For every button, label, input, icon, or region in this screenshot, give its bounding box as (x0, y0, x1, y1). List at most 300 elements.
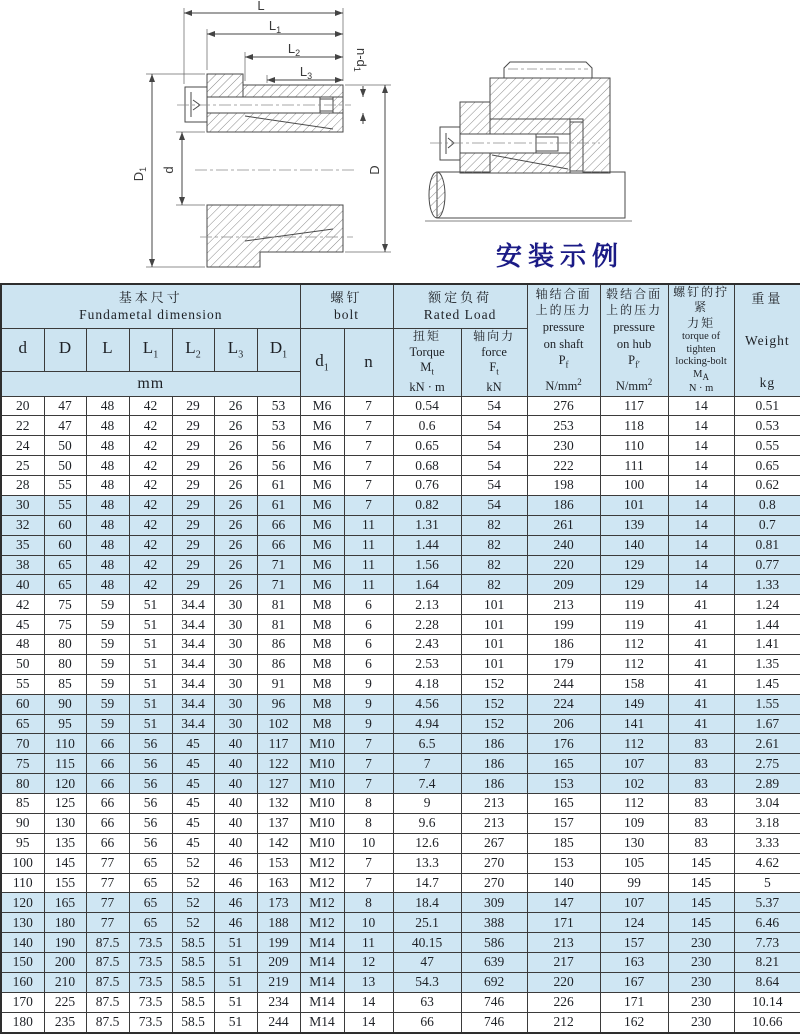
table-cell: 7 (393, 754, 461, 774)
table-cell: 101 (461, 654, 527, 674)
table-cell: 2.53 (393, 654, 461, 674)
table-cell: 29 (172, 535, 214, 555)
table-row (1, 794, 800, 814)
header-unit-mm: mm (1, 371, 300, 396)
table-cell: 179 (527, 654, 600, 674)
table-cell: 1.67 (734, 714, 800, 734)
table-cell: 8.21 (734, 953, 800, 973)
table-row (1, 913, 800, 933)
table-cell: M6 (300, 396, 344, 416)
table-cell: 0.8 (734, 495, 800, 515)
table-cell: 209 (257, 953, 300, 973)
table-cell: 48 (86, 436, 129, 456)
table-cell: 66 (257, 535, 300, 555)
table-cell: 58.5 (172, 953, 214, 973)
table-cell: 59 (86, 595, 129, 615)
table-cell: 45 (172, 754, 214, 774)
table-cell: 120 (44, 774, 86, 794)
table-cell: 71 (257, 555, 300, 575)
table-row (1, 933, 800, 953)
table-cell: 51 (214, 953, 257, 973)
table-cell: 1.55 (734, 694, 800, 714)
table-cell: 267 (461, 833, 527, 853)
table-cell: 40.15 (393, 933, 461, 953)
table-row (1, 515, 800, 535)
table-cell: 66 (86, 833, 129, 853)
table-cell: M6 (300, 575, 344, 595)
table-cell: 56 (129, 794, 172, 814)
table-cell: 51 (214, 972, 257, 992)
table-cell: 7 (344, 436, 393, 456)
table-cell: 7.73 (734, 933, 800, 953)
table-row (1, 893, 800, 913)
table-cell: 66 (86, 754, 129, 774)
table-cell: M8 (300, 635, 344, 655)
table-cell: 53 (257, 416, 300, 436)
table-cell: M12 (300, 913, 344, 933)
table-cell: 66 (257, 515, 300, 535)
table-cell: 34.4 (172, 694, 214, 714)
table-cell: 71 (257, 575, 300, 595)
table-cell: M6 (300, 555, 344, 575)
table-cell: 7 (344, 754, 393, 774)
table-cell: M10 (300, 833, 344, 853)
table-cell: 1.64 (393, 575, 461, 595)
table-cell: 149 (600, 694, 668, 714)
table-cell: 107 (600, 754, 668, 774)
table-cell: 46 (214, 873, 257, 893)
table-cell: 55 (44, 476, 86, 496)
header-pressure-on-hub: 毂结合面 上的压力 pressure on hub $P_{f'}$ $N/mm^2$ (600, 284, 668, 396)
table-cell: M8 (300, 595, 344, 615)
table-cell: 56 (129, 813, 172, 833)
table-cell: 110 (600, 436, 668, 456)
table-cell: 145 (44, 853, 86, 873)
table-cell: 48 (86, 575, 129, 595)
table-cell: 59 (86, 674, 129, 694)
dim-label-L2: $L_2$ (287, 41, 301, 58)
table-cell: 25.1 (393, 913, 461, 933)
table-cell: 30 (214, 615, 257, 635)
table-cell: 47 (44, 416, 86, 436)
table-cell: 230 (668, 992, 734, 1012)
table-cell: 56 (129, 833, 172, 853)
col-label-D1: $D_1$ (257, 328, 300, 371)
table-cell: M8 (300, 714, 344, 734)
header-pressure-on-shaft: 轴结合面 上的压力 pressure on shaft $P_f$ $N/mm^2$ (527, 284, 600, 396)
table-cell: 0.54 (393, 396, 461, 416)
table-cell: 165 (527, 794, 600, 814)
table-cell: 48 (86, 416, 129, 436)
table-cell: 41 (668, 635, 734, 655)
table-cell: 1.56 (393, 555, 461, 575)
table-cell: 219 (257, 972, 300, 992)
table-cell: 0.77 (734, 555, 800, 575)
table-cell: 13 (344, 972, 393, 992)
col-label-L2: $L_2$ (172, 328, 214, 371)
table-cell: 107 (600, 893, 668, 913)
table-cell: 230 (527, 436, 600, 456)
table-cell: 82 (461, 555, 527, 575)
table-row (1, 953, 800, 973)
table-cell: 261 (527, 515, 600, 535)
table-cell: 0.76 (393, 476, 461, 496)
table-cell: 30 (1, 495, 44, 515)
table-cell: M6 (300, 456, 344, 476)
table-cell: M6 (300, 495, 344, 515)
col-label-n: n (344, 328, 393, 396)
table-cell: 130 (1, 913, 44, 933)
table-cell: 86 (257, 654, 300, 674)
table-cell: 30 (214, 654, 257, 674)
table-cell: 746 (461, 1012, 527, 1033)
table-cell: 180 (44, 913, 86, 933)
table-cell: 163 (600, 953, 668, 973)
table-cell: 1.44 (393, 535, 461, 555)
table-cell: 77 (86, 893, 129, 913)
table-cell: 150 (1, 953, 44, 973)
table-cell: 157 (527, 813, 600, 833)
table-cell: 129 (600, 555, 668, 575)
table-cell: 83 (668, 734, 734, 754)
table-cell: 7 (344, 396, 393, 416)
dim-label-D: D (367, 165, 382, 175)
table-cell: 2.28 (393, 615, 461, 635)
table-cell: 2.13 (393, 595, 461, 615)
table-cell: 1.35 (734, 654, 800, 674)
table-cell: 48 (86, 515, 129, 535)
table-cell: 4.62 (734, 853, 800, 873)
table-cell: 46 (214, 853, 257, 873)
table-cell: 2.89 (734, 774, 800, 794)
table-cell: 119 (600, 615, 668, 635)
table-cell: 212 (527, 1012, 600, 1033)
table-cell: 5.37 (734, 893, 800, 913)
table-cell: 102 (257, 714, 300, 734)
table-cell: 4.94 (393, 714, 461, 734)
table-row (1, 595, 800, 615)
table-cell: 0.68 (393, 456, 461, 476)
table-cell: 0.53 (734, 416, 800, 436)
table-cell: 91 (257, 674, 300, 694)
table-cell: 29 (172, 436, 214, 456)
table-cell: M10 (300, 794, 344, 814)
table-cell: 14.7 (393, 873, 461, 893)
table-cell: 137 (257, 813, 300, 833)
table-cell: M6 (300, 476, 344, 496)
table-cell: 32 (1, 515, 44, 535)
table-cell: 1.44 (734, 615, 800, 635)
table-cell: 230 (668, 1012, 734, 1033)
table-cell: 29 (172, 575, 214, 595)
table-cell: 222 (527, 456, 600, 476)
table-cell: 51 (129, 635, 172, 655)
table-cell: 45 (172, 833, 214, 853)
table-cell: 66 (86, 774, 129, 794)
table-cell: 55 (1, 674, 44, 694)
table-cell: 42 (1, 595, 44, 615)
table-cell: 234 (257, 992, 300, 1012)
table-cell: M14 (300, 953, 344, 973)
table-cell: 29 (172, 396, 214, 416)
table-cell: 14 (668, 535, 734, 555)
table-cell: 130 (600, 833, 668, 853)
table-cell: 171 (527, 913, 600, 933)
table-cell: 0.7 (734, 515, 800, 535)
table-cell: 59 (86, 635, 129, 655)
col-label-L3: $L_3$ (214, 328, 257, 371)
table-cell: 87.5 (86, 972, 129, 992)
table-cell: 66 (393, 1012, 461, 1033)
table-cell: 73.5 (129, 972, 172, 992)
table-cell: 14 (668, 575, 734, 595)
table-cell: 61 (257, 476, 300, 496)
table-cell: 85 (44, 674, 86, 694)
table-cell: 82 (461, 515, 527, 535)
table-cell: 213 (461, 813, 527, 833)
table-cell: 51 (214, 933, 257, 953)
table-cell: 14 (668, 476, 734, 496)
table-cell: 40 (1, 575, 44, 595)
table-cell: 51 (129, 615, 172, 635)
table-cell: 18.4 (393, 893, 461, 913)
table-cell: 65 (44, 575, 86, 595)
table-cell: 6 (344, 595, 393, 615)
table-cell: M14 (300, 933, 344, 953)
table-cell: 42 (129, 476, 172, 496)
table-cell: 11 (344, 515, 393, 535)
table-row (1, 813, 800, 833)
table-cell: 86 (257, 635, 300, 655)
table-cell: 130 (44, 813, 86, 833)
table-cell: 105 (600, 853, 668, 873)
table-cell: 42 (129, 396, 172, 416)
table-cell: 34.4 (172, 615, 214, 635)
table-cell: 11 (344, 575, 393, 595)
table-cell: 42 (129, 555, 172, 575)
table-header (1, 284, 800, 396)
dim-label-nd1: $n-d_1$ (352, 48, 369, 72)
table-cell: 95 (1, 833, 44, 853)
table-cell: 153 (257, 853, 300, 873)
table-cell: 185 (527, 833, 600, 853)
col-label-d: d (1, 328, 44, 371)
table-cell: 60 (44, 535, 86, 555)
table-cell: M8 (300, 694, 344, 714)
table-cell: 41 (668, 714, 734, 734)
table-cell: 120 (1, 893, 44, 913)
table-cell: 0.55 (734, 436, 800, 456)
table-cell: 59 (86, 714, 129, 734)
table-cell: M8 (300, 615, 344, 635)
table-row (1, 476, 800, 496)
table-cell: 77 (86, 853, 129, 873)
table-cell: 73.5 (129, 953, 172, 973)
table-cell: 65 (129, 913, 172, 933)
table-cell: 20 (1, 396, 44, 416)
table-cell: 65 (129, 853, 172, 873)
table-cell: 125 (44, 794, 86, 814)
table-cell: 30 (214, 595, 257, 615)
table-cell: 29 (172, 476, 214, 496)
header-tightening-torque: 螺钉的拧紧 力矩 torque of tighten locking-bolt $M_A$ N · m (668, 284, 734, 396)
table-cell: M12 (300, 853, 344, 873)
table-cell: 100 (600, 476, 668, 496)
table-cell: 112 (600, 794, 668, 814)
table-cell: 59 (86, 654, 129, 674)
table-cell: 73.5 (129, 933, 172, 953)
table-cell: 55 (44, 495, 86, 515)
table-cell: 153 (527, 774, 600, 794)
table-cell: 83 (668, 754, 734, 774)
table-cell: 40 (214, 754, 257, 774)
table-cell: 82 (461, 535, 527, 555)
table-cell: 217 (527, 953, 600, 973)
col-label-L: L (86, 328, 129, 371)
table-cell: M14 (300, 972, 344, 992)
table-cell: 56 (129, 774, 172, 794)
table-cell: 30 (214, 714, 257, 734)
table-cell: 10.14 (734, 992, 800, 1012)
table-cell: 51 (129, 694, 172, 714)
table-cell: 42 (129, 456, 172, 476)
table-cell: 83 (668, 774, 734, 794)
table-cell: 173 (257, 893, 300, 913)
table-cell: 40 (214, 813, 257, 833)
table-cell: 73.5 (129, 1012, 172, 1033)
table-cell: 124 (600, 913, 668, 933)
table-cell: 7 (344, 476, 393, 496)
table-cell: 10 (344, 913, 393, 933)
table-cell: 56 (129, 754, 172, 774)
table-cell: 40 (214, 833, 257, 853)
table-cell: 9 (344, 714, 393, 734)
table-row (1, 1012, 800, 1033)
table-cell: 40 (214, 794, 257, 814)
table-cell: M6 (300, 535, 344, 555)
table-cell: 226 (527, 992, 600, 1012)
table-row (1, 654, 800, 674)
table-cell: 132 (257, 794, 300, 814)
table-cell: M10 (300, 813, 344, 833)
header-axial-force: 轴向力 force $F_t$ kN (461, 328, 527, 396)
table-cell: M8 (300, 674, 344, 694)
table-cell: 152 (461, 674, 527, 694)
table-cell: 48 (86, 495, 129, 515)
table-cell: 101 (461, 635, 527, 655)
table-cell: 14 (668, 495, 734, 515)
table-cell: 47 (44, 396, 86, 416)
table-cell: 117 (600, 396, 668, 416)
table-cell: 50 (44, 456, 86, 476)
table-cell: 388 (461, 913, 527, 933)
table-cell: 14 (344, 1012, 393, 1033)
table-cell: M10 (300, 734, 344, 754)
table-row (1, 495, 800, 515)
table-cell: 65 (129, 893, 172, 913)
table-cell: 127 (257, 774, 300, 794)
table-cell: 28 (1, 476, 44, 496)
table-row (1, 575, 800, 595)
table-cell: 66 (86, 813, 129, 833)
table-cell: 3.33 (734, 833, 800, 853)
table-cell: 60 (1, 694, 44, 714)
table-cell: 45 (172, 813, 214, 833)
table-cell: 2.43 (393, 635, 461, 655)
table-cell: 54 (461, 476, 527, 496)
table-cell: 7 (344, 734, 393, 754)
table-cell: 48 (1, 635, 44, 655)
table-cell: 117 (257, 734, 300, 754)
table-cell: 2.61 (734, 734, 800, 754)
table-cell: 309 (461, 893, 527, 913)
table-cell: 22 (1, 416, 44, 436)
table-cell: 152 (461, 694, 527, 714)
table-cell: M6 (300, 436, 344, 456)
table-cell: 26 (214, 515, 257, 535)
table-cell: 147 (527, 893, 600, 913)
table-cell: 50 (1, 654, 44, 674)
table-cell: 186 (461, 734, 527, 754)
table-cell: 225 (44, 992, 86, 1012)
table-row (1, 535, 800, 555)
table-cell: 48 (86, 535, 129, 555)
table-cell: 14 (668, 515, 734, 535)
table-cell: 52 (172, 893, 214, 913)
table-cell: 7 (344, 774, 393, 794)
table-cell: 65 (1, 714, 44, 734)
installation-drawing (420, 55, 730, 235)
table-cell: M6 (300, 515, 344, 535)
table-cell: 42 (129, 436, 172, 456)
table-row (1, 873, 800, 893)
table-cell: 81 (257, 595, 300, 615)
dim-label-d: d (161, 166, 176, 174)
table-cell: 54 (461, 436, 527, 456)
table-cell: 186 (461, 774, 527, 794)
table-cell: 14 (668, 456, 734, 476)
table-cell: 118 (600, 416, 668, 436)
header-torque: 扭矩 Torque $M_t$ kN · m (393, 328, 461, 396)
table-cell: 66 (86, 734, 129, 754)
table-cell: 3.04 (734, 794, 800, 814)
table-cell: 110 (44, 734, 86, 754)
table-cell: 180 (1, 1012, 44, 1033)
table-cell: 59 (86, 694, 129, 714)
table-cell: 0.65 (393, 436, 461, 456)
table-cell: 63 (393, 992, 461, 1012)
table-cell: 139 (600, 515, 668, 535)
table-cell: 140 (600, 535, 668, 555)
table-cell: 112 (600, 734, 668, 754)
table-cell: 54.3 (393, 972, 461, 992)
table-cell: 160 (1, 972, 44, 992)
table-row (1, 972, 800, 992)
table-cell: 7 (344, 416, 393, 436)
table-cell: 75 (44, 615, 86, 635)
table-cell: 75 (1, 754, 44, 774)
table-cell: 87.5 (86, 992, 129, 1012)
table-cell: 29 (172, 555, 214, 575)
table-cell: 9.6 (393, 813, 461, 833)
table-cell: 56 (129, 734, 172, 754)
table-cell: 90 (1, 813, 44, 833)
table-cell: 244 (257, 1012, 300, 1033)
table-cell: 53 (257, 396, 300, 416)
table-cell: 26 (214, 476, 257, 496)
table-cell: 90 (44, 694, 86, 714)
table-cell: 155 (44, 873, 86, 893)
